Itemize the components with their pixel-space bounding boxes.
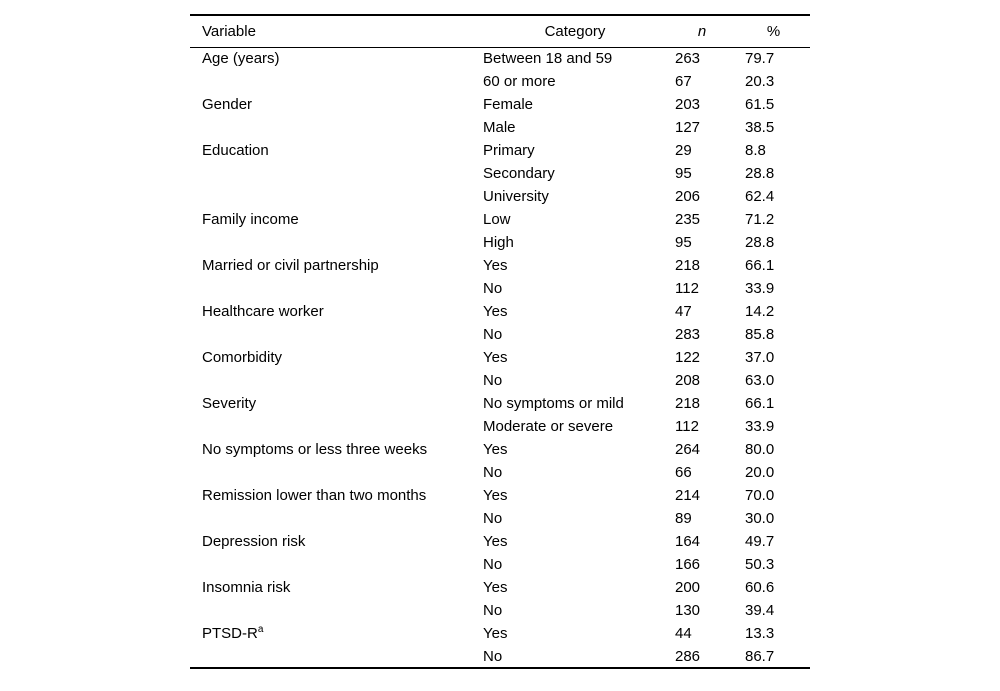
header-row [190, 15, 810, 47]
pct-cell: 79.7 [745, 50, 775, 68]
variable-cell [190, 116, 483, 139]
pct-cell: 62.4 [745, 188, 775, 205]
category-cell: Yes [483, 533, 508, 550]
variable-cell [190, 323, 483, 346]
category-cell: Yes [483, 303, 508, 320]
pct-cell: 14.2 [745, 303, 775, 320]
n-cell: 66 [675, 464, 692, 481]
table-row [190, 346, 810, 369]
pct-cell: 49.7 [745, 533, 775, 550]
n-cell: 44 [675, 625, 692, 642]
pct-cell: 66.1 [745, 257, 775, 274]
category-cell: No [483, 372, 503, 389]
table-header [190, 15, 810, 47]
category-cell: Yes [483, 349, 508, 366]
pct-cell: 28.8 [745, 165, 775, 182]
variable-cell: Gender [202, 96, 253, 113]
pct-cell: 39.4 [745, 602, 775, 619]
pct-cell: 85.8 [745, 326, 775, 343]
table-row [190, 599, 810, 622]
n-cell: 127 [675, 119, 701, 136]
category-cell: No [483, 326, 503, 343]
variable-cell [190, 277, 483, 300]
variable-cell [190, 185, 483, 208]
pct-cell: 20.3 [745, 73, 775, 90]
n-cell: 166 [675, 556, 701, 573]
variable-cell: Comorbidity [202, 349, 283, 366]
table-row [190, 323, 810, 346]
n-cell: 203 [675, 96, 701, 113]
category-cell: Male [483, 119, 516, 136]
n-cell: 47 [675, 303, 692, 320]
pct-cell: 30.0 [745, 510, 775, 527]
n-cell: 286 [675, 647, 701, 665]
category-cell: University [483, 188, 549, 205]
footnote-marker: a [257, 624, 264, 635]
category-cell: High [483, 234, 514, 251]
category-cell: Low [483, 211, 511, 228]
table-row [190, 231, 810, 254]
n-cell: 164 [675, 533, 701, 550]
table-row [190, 461, 810, 484]
table-row [190, 507, 810, 530]
variable-cell: Depression risk [202, 533, 306, 550]
pct-cell: 13.3 [745, 625, 775, 642]
table-row [190, 622, 810, 645]
col-header-variable: Variable [202, 22, 256, 40]
col-header-n: n [697, 22, 707, 40]
category-cell: 60 or more [483, 73, 556, 90]
variable-cell [190, 599, 483, 622]
table-row [190, 162, 810, 185]
variable-cell [190, 645, 483, 668]
pct-cell: 50.3 [745, 556, 775, 573]
variable-cell [190, 415, 483, 438]
category-cell: No [483, 602, 503, 619]
pct-cell: 63.0 [745, 372, 775, 389]
table-row [190, 116, 810, 139]
category-cell: No [483, 464, 503, 481]
category-cell: No [483, 510, 503, 527]
pct-cell: 33.9 [745, 280, 775, 297]
variable-cell: Married or civil partnership [202, 257, 379, 274]
category-cell: No [483, 647, 503, 665]
n-cell: 206 [675, 188, 701, 205]
pct-cell: 60.6 [745, 579, 775, 596]
table-body [190, 47, 810, 668]
table-row [190, 369, 810, 392]
category-cell: Yes [483, 441, 508, 458]
n-cell: 264 [675, 441, 701, 458]
n-cell: 29 [675, 142, 692, 159]
category-cell: Yes [483, 487, 508, 504]
table-row [190, 392, 810, 415]
pct-cell: 86.7 [745, 647, 775, 665]
variable-cell [190, 507, 483, 530]
category-cell: No [483, 556, 503, 573]
variable-cell [190, 461, 483, 484]
pct-cell: 66.1 [745, 395, 775, 412]
pct-cell: 28.8 [745, 234, 775, 251]
n-cell: 112 [675, 280, 699, 297]
category-cell: Between 18 and 59 [483, 50, 613, 68]
table-row [190, 576, 810, 599]
n-cell: 214 [675, 487, 701, 504]
n-cell: 235 [675, 211, 701, 228]
n-cell: 200 [675, 579, 701, 596]
variable-cell: Severity [202, 395, 257, 412]
table-row [190, 530, 810, 553]
n-cell: 112 [675, 418, 699, 435]
category-cell: No symptoms or mild [483, 395, 624, 412]
n-cell: 95 [675, 234, 692, 251]
n-cell: 283 [675, 326, 701, 343]
pct-cell: 80.0 [745, 441, 775, 458]
category-cell: Moderate or severe [483, 418, 614, 435]
n-cell: 130 [675, 602, 701, 619]
table-row [190, 484, 810, 507]
table-row [190, 254, 810, 277]
category-cell: Yes [483, 579, 508, 596]
table-row [190, 208, 810, 231]
n-cell: 218 [675, 257, 701, 274]
category-cell: Secondary [483, 165, 555, 182]
pct-cell: 61.5 [745, 96, 775, 113]
category-cell: Yes [483, 257, 508, 274]
variable-cell [190, 162, 483, 185]
table-row [190, 185, 810, 208]
table-row [190, 553, 810, 576]
table-row [190, 70, 810, 93]
table-row [190, 277, 810, 300]
variable-cell: Family income [202, 211, 299, 228]
variable-cell: No symptoms or less three weeks [202, 441, 428, 458]
table-row [190, 47, 810, 70]
variable-cell: Healthcare worker [202, 303, 324, 320]
n-cell: 89 [675, 510, 692, 527]
variable-cell: Remission lower than two months [202, 487, 427, 504]
table-row [190, 415, 810, 438]
table-row [190, 645, 810, 668]
variable-cell: Age (years) [202, 50, 280, 68]
stats-table [190, 14, 810, 669]
pct-cell: 8.8 [745, 142, 766, 159]
variable-cell [190, 553, 483, 576]
col-header-pct: % [766, 22, 781, 40]
table-row [190, 300, 810, 323]
pct-cell: 33.9 [745, 418, 775, 435]
pct-cell: 70.0 [745, 487, 775, 504]
variable-cell: Insomnia risk [202, 579, 291, 596]
table-row [190, 93, 810, 116]
table-row [190, 139, 810, 162]
variable-cell: PTSD-$R^a$ [202, 624, 264, 642]
category-cell: No [483, 280, 503, 297]
pct-cell: 20.0 [745, 464, 775, 481]
n-cell: 208 [675, 372, 701, 389]
category-cell: Yes [483, 625, 508, 642]
pct-cell: 38.5 [745, 119, 775, 136]
pct-cell: 37.0 [745, 349, 775, 366]
n-cell: 218 [675, 395, 701, 412]
category-cell: Female [483, 96, 534, 113]
n-cell: 95 [675, 165, 692, 182]
pct-cell: 71.2 [745, 211, 775, 228]
variable-cell [190, 70, 483, 93]
category-cell: Primary [483, 142, 535, 159]
col-header-category: Category [544, 22, 606, 40]
n-cell: 67 [675, 73, 692, 90]
n-cell: 122 [675, 349, 701, 366]
n-cell: 263 [675, 50, 701, 68]
table-row [190, 438, 810, 461]
variable-cell [190, 369, 483, 392]
variable-cell [190, 231, 483, 254]
variable-cell: Education [202, 142, 269, 159]
